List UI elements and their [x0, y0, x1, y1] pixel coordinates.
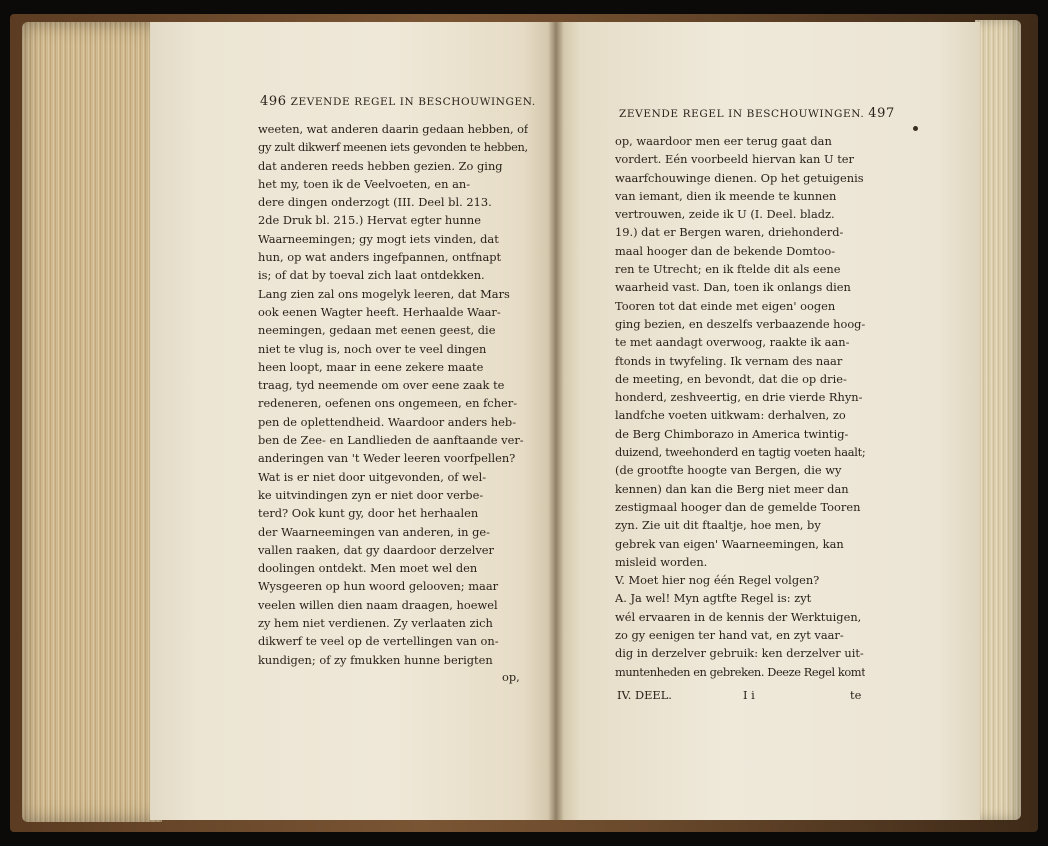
text-line: hun, op wat anders ingefpannen, ontfnapt — [258, 250, 502, 265]
text-line: zo gy eenigen ter hand vat, en zyt vaar- — [615, 628, 844, 643]
left-catchword: op, — [502, 670, 520, 684]
text-line: dere dingen onderzogt (III. Deel bl. 213. — [258, 195, 492, 210]
text-line: weeten, wat anderen daarin gedaan hebben, of — [258, 122, 528, 136]
text-line: landfche voeten uitkwam: derhalven, zo — [615, 408, 846, 423]
right-running-head — [619, 106, 895, 121]
text-line: ftonds in twyfeling. Ik vernam des naar — [615, 353, 843, 368]
right-body-text — [615, 132, 865, 681]
text-line: misleid worden. — [615, 554, 708, 569]
left-page-number: 496 — [260, 94, 287, 109]
text-line: dat anderen reeds hebben gezien. Zo ging — [258, 158, 503, 173]
right-signature-mark: I i — [743, 688, 755, 702]
left-running-head-title: ZEVENDE REGEL IN BESCHOUWINGEN. — [290, 96, 536, 108]
text-line: kundigen; of zy fmukken hunne berigten — [258, 652, 493, 667]
ink-spot — [913, 126, 918, 131]
text-line: anderingen van 't Weder leeren voorfpellen? — [258, 451, 516, 466]
text-line: vertrouwen, zeide ik U (I. Deel. bladz. — [615, 207, 835, 222]
text-line: ging bezien, en deszelfs verbaazende hoog- — [615, 316, 865, 331]
text-line: Wysgeeren op hun woord gelooven; maar — [258, 579, 499, 594]
text-line: (de grootfte hoogte van Bergen, die wy — [615, 463, 842, 478]
text-line: A. Ja wel! Myn agtfte Regel is: zyt — [615, 591, 812, 606]
right-page-edges — [975, 20, 1021, 820]
text-line: vallen raaken, dat gy daardoor derzelver — [258, 542, 494, 557]
text-line: honderd, zeshveertig, en drie vierde Rhyn- — [615, 390, 863, 405]
text-line: gy zult dikwerf meenen iets gevonden te hebben, — [258, 140, 528, 155]
book-gutter — [548, 22, 564, 820]
text-line: veelen willen dien naam draagen, hoewel — [258, 597, 498, 612]
text-line: terd? Ook kunt gy, door het herhaalen — [258, 506, 479, 521]
left-running-head — [260, 94, 536, 109]
text-line: Wat is er niet door uitgevonden, of wel- — [258, 469, 487, 484]
text-line: ren te Utrecht; en ik ftelde dit als eene — [615, 262, 841, 277]
text-line: neemingen, gedaan met eenen geest, die — [258, 323, 496, 338]
text-line: van iemant, dien ik meende te kunnen — [615, 188, 837, 203]
text-line: vordert. Eén voorbeeld hiervan kan U ter — [615, 152, 854, 167]
text-line: redeneren, oefenen ons ongemeen, en fcher- — [258, 396, 518, 411]
text-line: der Waarneemingen van anderen, in ge- — [258, 524, 491, 539]
text-line: traag, tyd neemende om over eene zaak te — [258, 378, 505, 393]
right-running-head-title: ZEVENDE REGEL IN BESCHOUWINGEN. — [619, 108, 865, 120]
text-line: zestigmaal hooger dan de gemelde Tooren — [615, 499, 861, 514]
text-line: kennen) dan kan die Berg niet meer dan — [615, 481, 849, 496]
text-line: dikwerf te veel op de vertellingen van on- — [258, 634, 499, 649]
text-line: Tooren tot dat einde met eigen' oogen — [615, 298, 836, 313]
text-line: Lang zien zal ons mogelyk leeren, dat Mars — [258, 286, 510, 301]
right-page-number: 497 — [868, 106, 895, 121]
left-page — [150, 22, 555, 820]
text-line: V. Moet hier nog één Regel volgen? — [615, 573, 820, 588]
text-line: heen loopt, maar in eene zekere maate — [258, 359, 484, 374]
right-page — [555, 22, 980, 820]
text-line: dig in derzelver gebruik: ken derzelver uit- — [615, 646, 864, 661]
text-line: het my, toen ik de Veelvoeten, en an- — [258, 176, 471, 191]
text-line: zyn. Zie uit dit ftaaltje, hoe men, by — [615, 518, 821, 533]
text-line: waarfchouwinge dienen. Op het getuigenis — [615, 170, 864, 185]
right-catchword: te — [850, 688, 862, 702]
text-line: maal hooger dan de bekende Domtoo- — [615, 243, 836, 258]
text-line: te met aandagt overwoog, raakte ik aan- — [615, 335, 850, 350]
text-line: doolingen ontdekt. Men moet wel den — [258, 561, 478, 576]
text-line: de Berg Chimborazo in America twintig- — [615, 426, 849, 441]
text-line: ben de Zee- en Landlieden de aanftaande ver- — [258, 433, 524, 448]
text-line: niet te vlug is, noch over te veel dingen — [258, 341, 487, 356]
text-line: ke uitvindingen zyn er niet door verbe- — [258, 487, 484, 502]
left-body-text — [258, 120, 528, 669]
text-line: duizend, tweehonderd en tagtig voeten haalt; — [615, 445, 865, 460]
text-line: ook eenen Wagter heeft. Herhaalde Waar- — [258, 304, 501, 319]
text-line: wél ervaaren in de kennis der Werktuigen, — [615, 609, 862, 624]
text-line: 19.) dat er Bergen waren, driehonderd- — [615, 225, 844, 240]
text-line: gebrek van eigen' Waarneemingen, kan — [615, 536, 844, 551]
left-page-edges — [22, 22, 162, 822]
text-line: muntenheden en gebreken. Deeze Regel komt — [615, 664, 865, 679]
text-line: zy hem niet verdienen. Zy verlaaten zich — [258, 616, 493, 631]
right-signature: IV. DEEL. — [617, 688, 672, 702]
text-line: 2de Druk bl. 215.) Hervat egter hunne — [258, 213, 481, 228]
text-line: Waarneemingen; gy mogt iets vinden, dat — [258, 231, 499, 246]
text-line: de meeting, en bevondt, dat die op drie- — [615, 371, 847, 386]
text-line: pen de oplettendheid. Waardoor anders heb- — [258, 414, 517, 429]
text-line: is; of dat by toeval zich laat ontdekken. — [258, 268, 485, 283]
text-line: op, waardoor men eer terug gaat dan — [615, 134, 832, 148]
text-line: waarheid vast. Dan, toen ik onlangs dien — [615, 280, 851, 295]
